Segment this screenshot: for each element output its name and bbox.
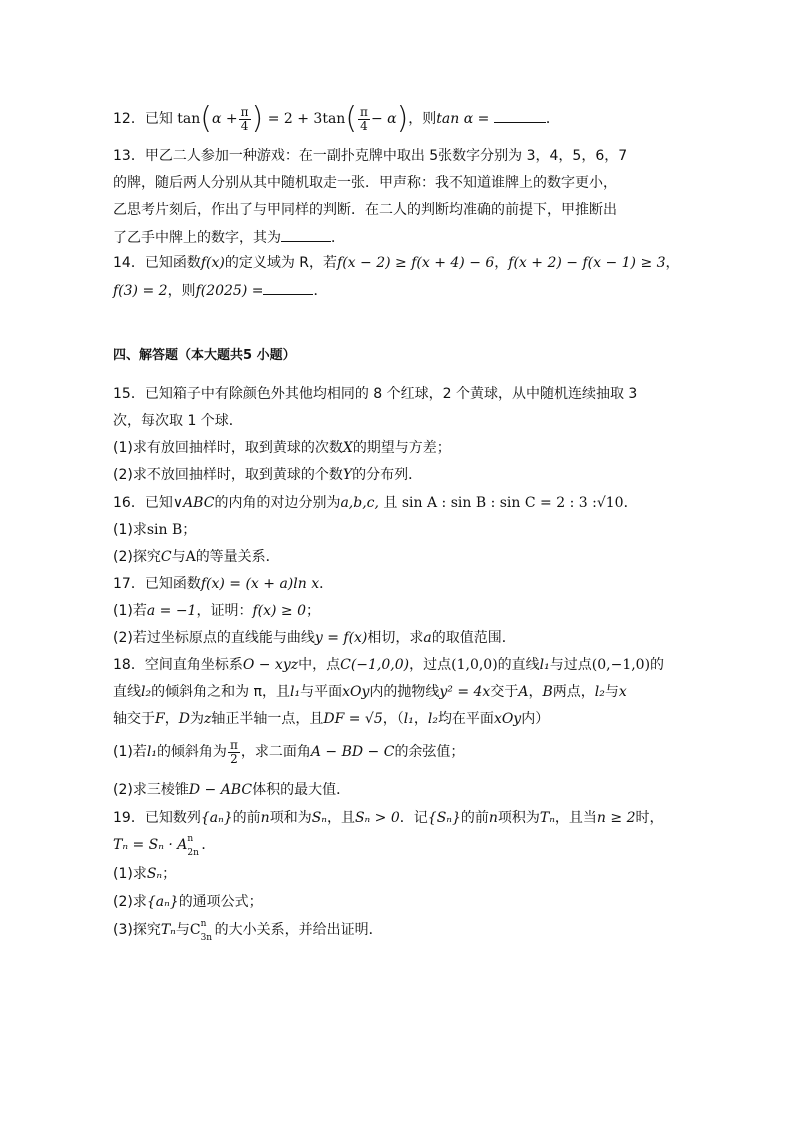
q18-point-f: F bbox=[155, 711, 165, 727]
q18-parabola: y² = 4x bbox=[439, 684, 491, 700]
q15-part-2-a: (2)求不放回抽样时，取到黄球的个数 bbox=[113, 467, 343, 483]
q19-part-1-b: ； bbox=[162, 866, 177, 882]
q18-part-2-b: 体积的最大值． bbox=[252, 782, 351, 798]
q14-f3: f(3) = 2 bbox=[113, 283, 168, 299]
q19-i: 时， bbox=[635, 810, 664, 826]
q19-sn: Sₙ bbox=[311, 810, 327, 826]
q16-part-1-a: (1)求 bbox=[113, 522, 147, 538]
q19-part-3 bbox=[113, 919, 383, 943]
q16-b: 的内角的对边分别为 bbox=[214, 495, 341, 511]
q18-l2j: 与 bbox=[604, 684, 619, 700]
q18-part-1-d: 的余弦值； bbox=[394, 744, 465, 760]
q17-part-1-b: ，证明： bbox=[196, 603, 253, 619]
q18-f: 的 bbox=[650, 657, 665, 673]
q15-var-y: Y bbox=[342, 467, 353, 483]
q18-l3c: 为 bbox=[189, 711, 204, 727]
q18-part-1-l1: l₁ bbox=[146, 744, 157, 760]
q19-b: 的前 bbox=[232, 810, 261, 826]
q18-l3k: 内） bbox=[521, 711, 550, 727]
q13-line-4-text: 了乙手中牌上的数字，其为 bbox=[113, 230, 281, 246]
q15-part-2 bbox=[113, 465, 422, 485]
q12-suffix2: ． bbox=[545, 111, 560, 127]
q16-abc: a,b,c, bbox=[340, 495, 379, 511]
q15-part-1-b: 的期望与方差； bbox=[352, 440, 451, 456]
q14-ineq-2: f(x + 2) − f(x − 1) ≥ 3 bbox=[508, 255, 666, 271]
q12-suffix1: ，则 bbox=[408, 111, 437, 127]
q18-l2c: l₁ bbox=[289, 684, 301, 700]
q14-answer-blank bbox=[263, 280, 313, 295]
q19-eq-end: ． bbox=[201, 837, 216, 853]
q19-f: 的前 bbox=[460, 810, 489, 826]
q13-line-1: 13．甲乙二人参加一种游戏：在一副扑克牌中取出 5张数字分别为 3，4，5，6，7 bbox=[113, 148, 628, 164]
q18-l3e: ，（ bbox=[382, 711, 404, 727]
q18-l2b: 的倾斜角之和为 π，且 bbox=[151, 684, 290, 700]
q17-part-2-c: 的取值范围． bbox=[431, 630, 516, 646]
q19-e: ．记 bbox=[399, 810, 428, 826]
q15-part-1-a: (1)求有放回抽样时，取到黄球的次数 bbox=[113, 440, 343, 456]
q17-part-2-b: 相切，求 bbox=[367, 630, 424, 646]
q14-line-1 bbox=[113, 253, 680, 273]
q19-c: 项和为 bbox=[269, 810, 312, 826]
q19-tn: Tₙ bbox=[539, 810, 555, 826]
q18-l2d: 与平面 bbox=[300, 684, 343, 700]
q19-part-3-tn: Tₙ bbox=[160, 922, 176, 938]
q19-s-pos: Sₙ > 0 bbox=[354, 810, 400, 826]
q16-c-var: C bbox=[160, 549, 172, 565]
q17-part-1-a: (1)若 bbox=[113, 603, 147, 619]
q18-part-1-a: (1)若 bbox=[113, 744, 147, 760]
q16-part-1 bbox=[113, 520, 196, 540]
section-heading: 四、解答题（本大题共5 小题） bbox=[113, 348, 296, 363]
q18-l3h: l₂ bbox=[427, 711, 438, 727]
q18-l3j: xOy bbox=[493, 711, 522, 727]
q16-a: 16．已知 bbox=[113, 495, 173, 511]
q18-z: z bbox=[203, 711, 212, 727]
q19-equation-index: n 2n bbox=[187, 834, 199, 858]
q17-part-1 bbox=[113, 601, 320, 621]
q17-part-2 bbox=[113, 628, 516, 648]
q14-then: ，则 bbox=[167, 283, 196, 299]
q18-l2i: l₂ bbox=[594, 684, 605, 700]
q17-a-var: a bbox=[423, 630, 432, 646]
q18-point-b: B bbox=[542, 684, 553, 700]
q12-paren-right-2: ) bbox=[396, 101, 409, 136]
q19-part-1-a: (1)求 bbox=[113, 866, 147, 882]
q18-l3a: 轴交于 bbox=[113, 711, 155, 727]
q13-line-3: 乙思考片刻后，作出了与甲同样的判断．在二人的判断均准确的前提下，甲推断出 bbox=[113, 202, 617, 218]
q12-prefix: 12．已知 bbox=[113, 111, 173, 127]
q18-l3d: 轴正半轴一点，且 bbox=[211, 711, 324, 727]
q12-paren-right: ) bbox=[251, 101, 264, 136]
q19-n2: n bbox=[488, 810, 498, 826]
q18-part-1 bbox=[113, 732, 464, 772]
q14-domain: 的定义域为 R，若 bbox=[224, 255, 338, 271]
q18-df: DF = √5 bbox=[323, 711, 383, 727]
q18-point-c: C(−1,0,0) bbox=[340, 657, 410, 673]
q18-pyramid: D − ABC bbox=[188, 782, 253, 798]
q18-l2g: ， bbox=[528, 684, 543, 700]
q18-b: 中，点 bbox=[298, 657, 341, 673]
q19-part-3-a: (3)探究 bbox=[113, 922, 161, 938]
q13-line-4 bbox=[113, 227, 345, 248]
q17-part-2-a: (2)若过坐标原点的直线能与曲线 bbox=[113, 630, 315, 646]
q19-part-2 bbox=[113, 892, 263, 912]
q15-line-2: 次，每次取 1 个球． bbox=[113, 413, 243, 429]
q14-f2025: f(2025) = bbox=[195, 283, 264, 299]
q19-part-2-an: {aₙ} bbox=[146, 894, 179, 910]
q12-minus-alpha: − α bbox=[370, 111, 397, 127]
q18-point-1: (1,0,0) bbox=[451, 657, 498, 673]
q19-part-3-d: 的大小关系，并给出证明． bbox=[214, 922, 383, 938]
q19-h: ，且当 bbox=[554, 810, 597, 826]
q16-d: ． bbox=[623, 495, 638, 511]
q12-mid: = 2 + 3tan bbox=[267, 111, 346, 127]
q18-a: 18．空间直角坐标系 bbox=[113, 657, 243, 673]
q15-part-1 bbox=[113, 438, 451, 458]
q18-l2h: 两点， bbox=[552, 684, 595, 700]
q12-answer-blank bbox=[494, 108, 546, 123]
q18-l1: l₁ bbox=[539, 657, 550, 673]
q12-tan-alpha: tan α = bbox=[436, 111, 490, 127]
q19-a: 19．已知数列 bbox=[113, 810, 201, 826]
q16-part-1-b: ； bbox=[182, 522, 197, 538]
q19-line-2 bbox=[113, 834, 216, 858]
q19-sn-set: {Sₙ} bbox=[427, 810, 461, 826]
q19-part-1 bbox=[113, 864, 176, 884]
q14-prefix: 14．已知函数 bbox=[113, 255, 201, 271]
q16-triangle: ∨ABC bbox=[172, 495, 215, 511]
q16-part-2-c: 的等量关系． bbox=[195, 549, 280, 565]
question-12 bbox=[113, 101, 560, 136]
q12-alpha-plus: α + bbox=[212, 111, 238, 127]
q18-l3b: ， bbox=[164, 711, 179, 727]
q18-system: O − xyz bbox=[242, 657, 299, 673]
q17-f-pos: f(x) ≥ 0 bbox=[252, 603, 307, 619]
q17-a-cond: a = −1 bbox=[146, 603, 197, 619]
q18-point-a: A bbox=[518, 684, 529, 700]
q16-c: 且 bbox=[378, 495, 398, 511]
q15-part-2-b: 的分布列． bbox=[352, 467, 423, 483]
q12-fraction-1: $\frac{\pi}{4}$ bbox=[240, 104, 249, 133]
q18-line-2 bbox=[113, 682, 627, 702]
q18-xoy: xOy bbox=[342, 684, 370, 700]
q18-d: 的直线 bbox=[497, 657, 540, 673]
q15-line-1: 15．已知箱子中有除颜色外其他均相同的 8 个红球，2 个黄球，从中随机连续抽取 3 bbox=[113, 386, 638, 402]
q18-c: ，过点 bbox=[409, 657, 452, 673]
q12-paren-left-2: ( bbox=[345, 101, 358, 136]
q18-point-d: D bbox=[178, 711, 190, 727]
q18-part-1-c: ，求二面角 bbox=[240, 744, 311, 760]
q18-l2e: 内的抛物线 bbox=[369, 684, 440, 700]
q16-line-1 bbox=[113, 493, 638, 513]
q16-root: √10 bbox=[596, 495, 624, 511]
q17-part-1-c: ； bbox=[306, 603, 321, 619]
q17-curve: y = f(x) bbox=[314, 630, 368, 646]
q18-part-1-b: 的倾斜角为 bbox=[156, 744, 227, 760]
q16-part-2-a: (2)探究 bbox=[113, 549, 161, 565]
q19-part-2-b: 的通项公式； bbox=[178, 894, 263, 910]
q18-fraction: $\frac{\pi}{2}$ bbox=[229, 737, 238, 766]
q19-part-2-a: (2)求 bbox=[113, 894, 147, 910]
q14-line-2 bbox=[113, 280, 327, 301]
q14-ineq-1: f(x − 2) ≥ f(x + 4) − 6 bbox=[337, 255, 495, 271]
q17-a: 17．已知函数 bbox=[113, 576, 201, 592]
q18-point-2: (0,−1,0) bbox=[591, 657, 651, 673]
q13-answer-blank bbox=[281, 227, 331, 242]
q18-l2a: 直线 bbox=[113, 684, 141, 700]
q19-part-1-sn: Sₙ bbox=[146, 866, 163, 882]
q19-equation: Tₙ = Sₙ · A bbox=[113, 837, 188, 853]
q14-fx: f(x) bbox=[200, 255, 225, 271]
q19-part-3-index: n 3n bbox=[200, 919, 213, 943]
q19-part-3-c: C bbox=[189, 922, 201, 938]
q12-paren-left: ( bbox=[200, 101, 212, 136]
q17-function: f(x) = (x + a)ln x bbox=[200, 576, 320, 592]
q18-l3i: 均在平面 bbox=[437, 711, 494, 727]
q13-end: ． bbox=[331, 230, 345, 246]
q14-comma-2: ， bbox=[665, 255, 680, 271]
q16-part-2 bbox=[113, 547, 280, 567]
q18-e: 与过点 bbox=[549, 657, 592, 673]
q19-line-1 bbox=[113, 808, 663, 828]
q19-n-cond: n ≥ 2 bbox=[596, 810, 636, 826]
q16-part-2-b: 与 bbox=[171, 549, 186, 565]
q18-l2f: 交于 bbox=[490, 684, 519, 700]
q19-an: {aₙ} bbox=[200, 810, 233, 826]
q15-var-x: X bbox=[342, 440, 353, 456]
q12-fraction-2: $\frac{\pi}{4}$ bbox=[360, 104, 368, 133]
q13-line-2: 的牌，随后两人分别从其中随机取走一张．甲声称：我不知道谁牌上的数字更小， bbox=[113, 175, 617, 191]
q19-d: ，且 bbox=[326, 810, 355, 826]
q18-angle: A − BD − C bbox=[310, 744, 395, 760]
q18-part-2-a: (2)求三棱锥 bbox=[113, 782, 189, 798]
q18-l3f: l₁ bbox=[403, 711, 414, 727]
q18-l2: l₂ bbox=[141, 684, 152, 700]
q18-line-3 bbox=[113, 709, 549, 729]
q18-l3g: ， bbox=[413, 711, 428, 727]
q14-end: ． bbox=[313, 283, 328, 299]
q18-x: x bbox=[618, 684, 627, 700]
q19-part-3-b: 与 bbox=[175, 922, 190, 938]
q16-a-var: A bbox=[185, 549, 196, 565]
q19-g: 项积为 bbox=[497, 810, 540, 826]
q14-comma: ， bbox=[494, 255, 509, 271]
q18-part-2 bbox=[113, 780, 350, 800]
q16-sinb: sin B bbox=[146, 522, 183, 538]
q16-ratio: sin A : sin B : sin C = 2 : 3 : bbox=[401, 495, 597, 511]
q12-tan: tan bbox=[177, 111, 201, 127]
q18-line-1 bbox=[113, 655, 664, 675]
q17-line-1 bbox=[113, 574, 333, 594]
q19-n: n bbox=[260, 810, 270, 826]
q17-b: ． bbox=[319, 576, 334, 592]
